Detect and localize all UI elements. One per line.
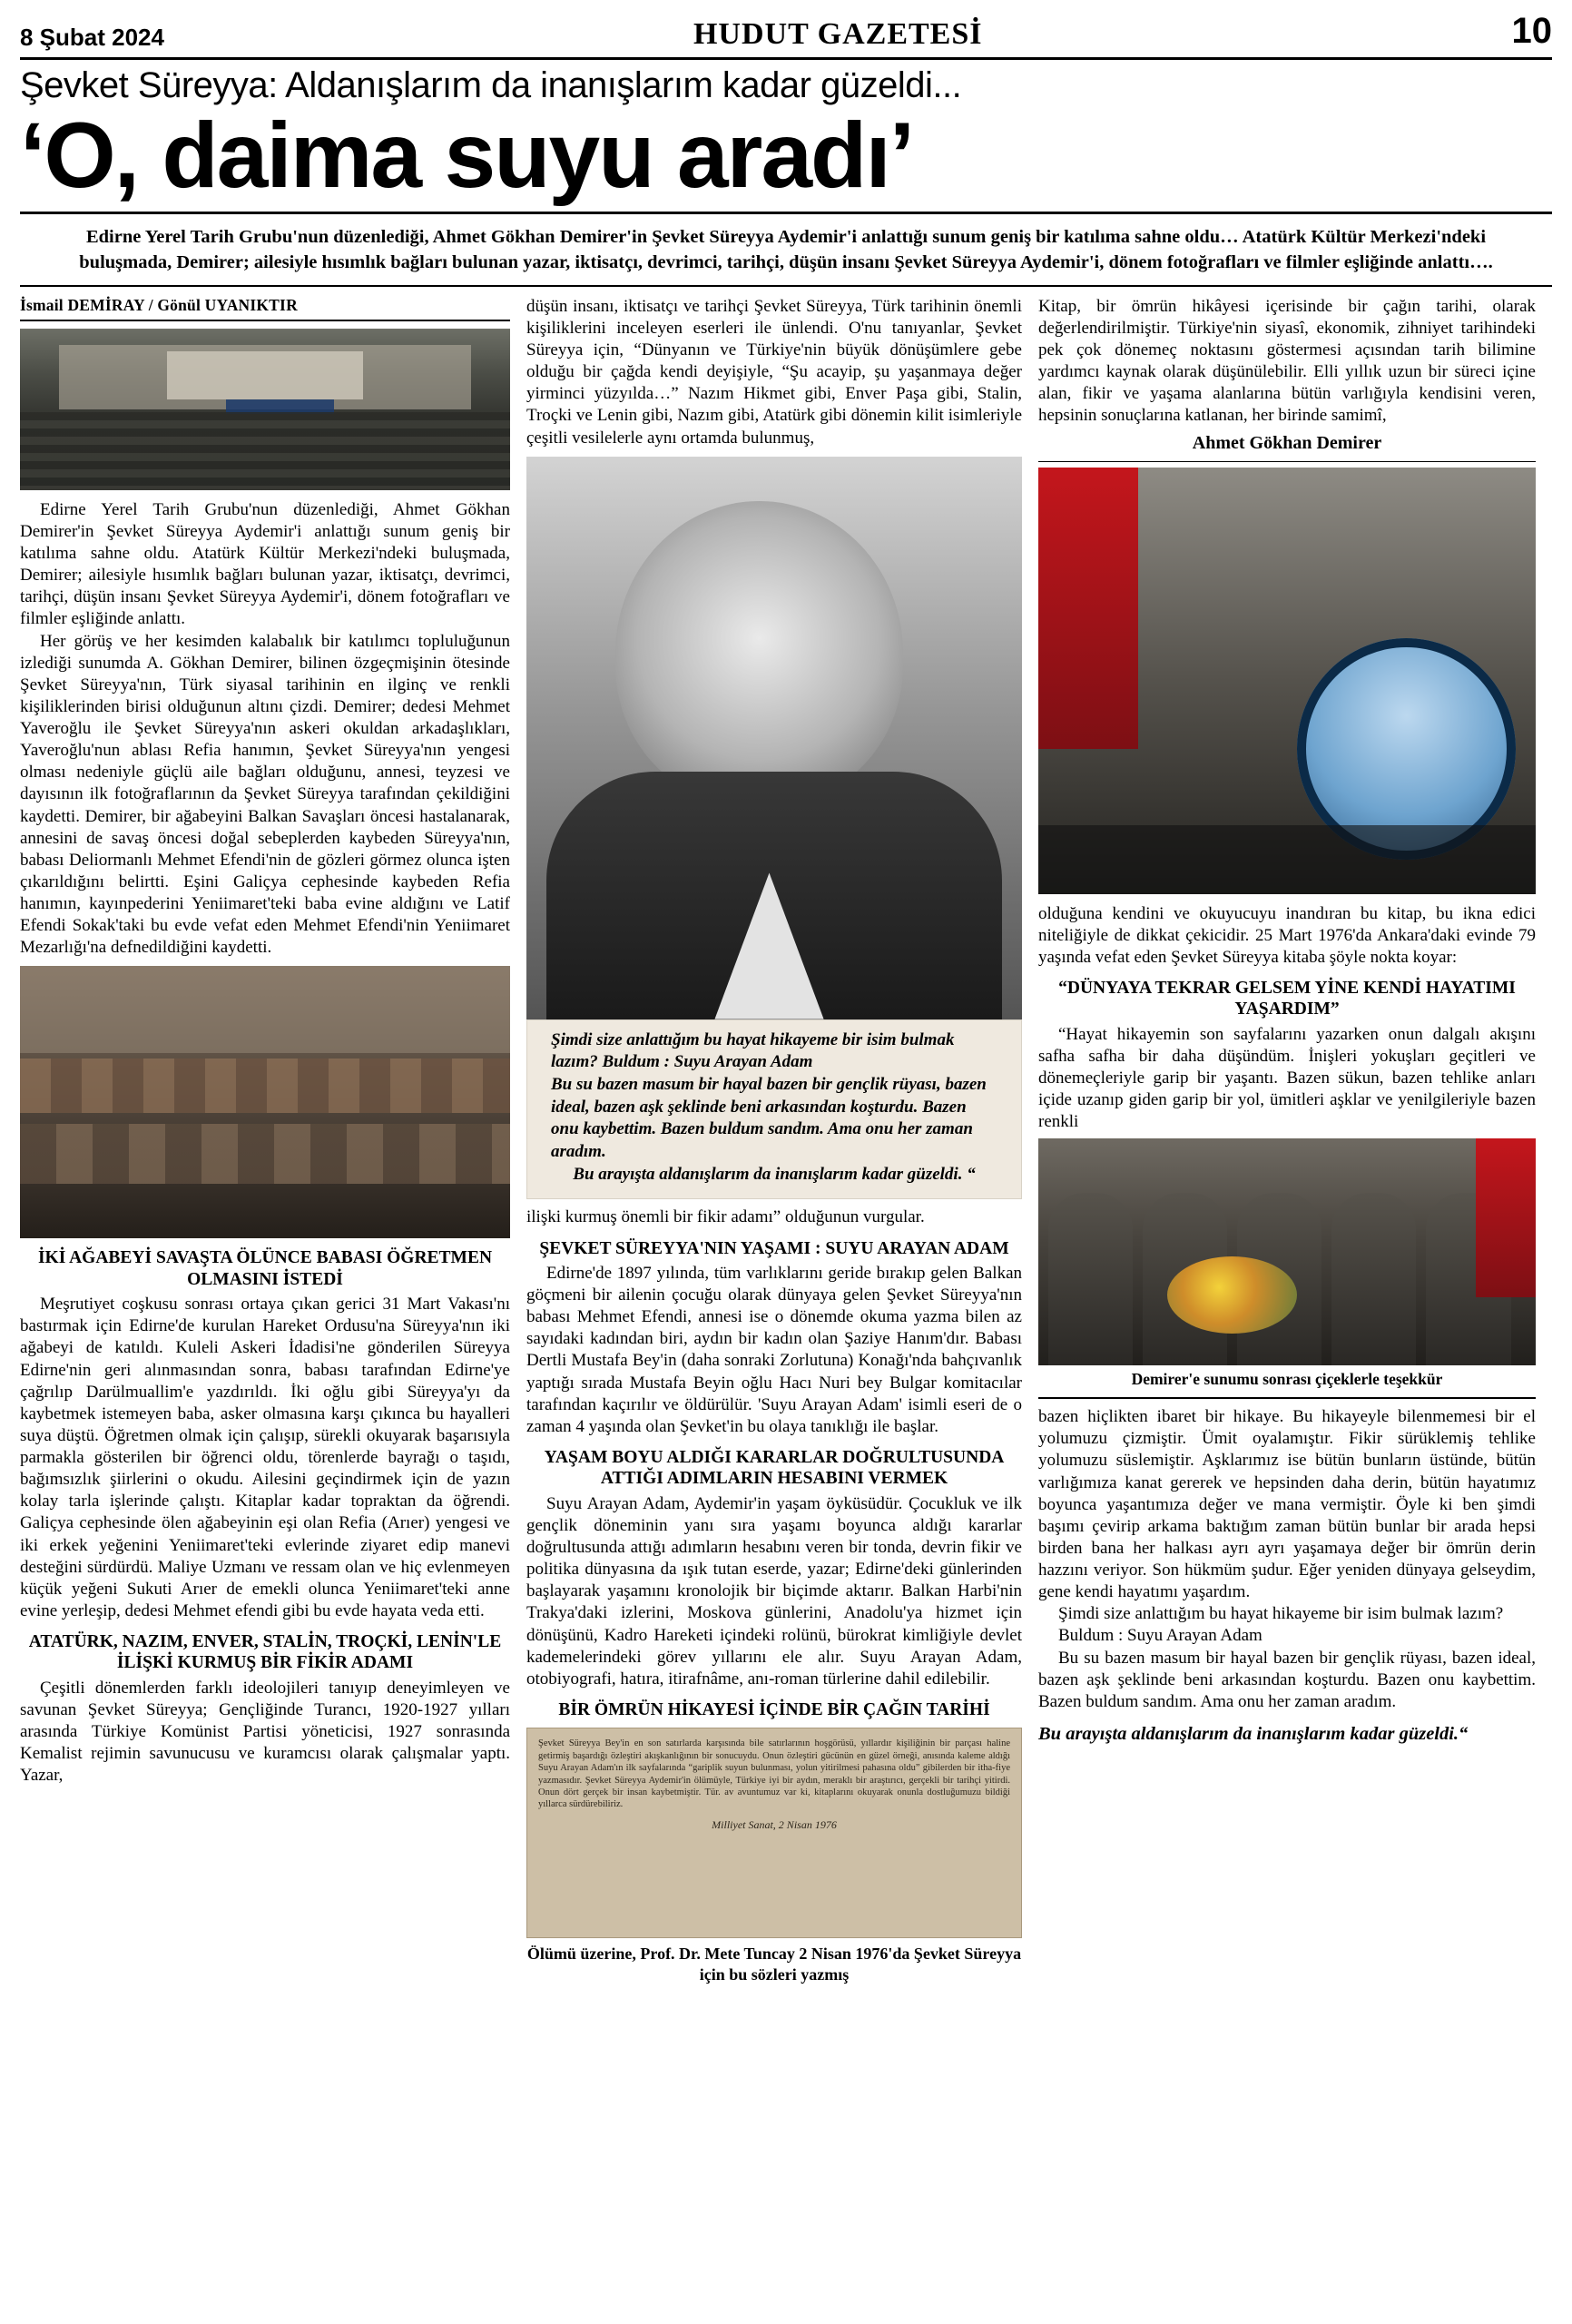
rule: [1038, 461, 1536, 462]
paragraph: Çeşitli dönemlerden farklı ideolojileri tanıyıp deneyimleyen ve savunan Şevket Süreyya; Gençliğinde Turancı, 1920-1927 yılları arasında Türkiye Komünist Partisi yöneticisi, 1927 sonrasında Kemalist rejimin savunucusu ve kuramcısı olarak çalışmalar yaptı. Yazar,: [20, 1678, 510, 1786]
pull-quote-line-3: Bu arayışta aldanışlarım da inanışlarım kadar güzeldi. “: [573, 1164, 976, 1184]
group-photo-caption: Demirer'e sunumu sonrası çiçeklerle teşekkür: [1038, 1365, 1536, 1399]
subheading: “DÜNYAYA TEKRAR GELSEM YİNE KENDİ HAYATIMI YAŞARDIM”: [1058, 978, 1516, 1019]
sevket-sureyya-portrait: [526, 457, 1022, 1019]
byline: İsmail DEMİRAY / Gönül UYANIKTIR: [20, 296, 510, 321]
audience-photo: [20, 966, 510, 1238]
subheading: ATATÜRK, NAZIM, ENVER, STALİN, TROÇKİ, LENİN'LE İLİŞKİ KURMUŞ BİR FİKİR ADAMI: [28, 1632, 502, 1673]
page-number: 10: [1511, 11, 1552, 51]
clipping-text: Şevket Süreyya Bey'in en son satırlarda karşısında bile satırlarının hoşgörüsü, yıllardır kişiliğinin bir parçası haline getirmiş başardığı özleştiri akışkanlığının bir sonucuydu. Onun özleştiri gücünün en güzel örneği, anısında kaleme aldığı Suyu Arayan Adam'ın ilk sayfalarında “gariplik suyun bulunması, yolun yitirilmesi pahasına oldu” gibilerden bir itha-fiye yazmasıdır. Şevket Süreyya Aydemir'in ölümüyle, Türkiye iyi bir aydın, meraklı bir araştırıcı, gerçekli bir tarihçi yitirdi. Onun dört gerçek bir insan kaybetmiştir. Tür. av avuntumuz var ki, kitaplarını okuyarak onunla dostluğumuzu bildiği yıllarca sürdürebiliriz.: [538, 1738, 1010, 1810]
paragraph: Her görüş ve her kesimden kalabalık bir katılımcı topluluğunun izlediği sunumda A. Gökhan Demirer, bilinen özgeçmişinin ötesinde Şevket Süreyya'nın, Türk siyasal tarihinin en ilginç ve renkli kişiliklerinden birisi olduğunun altını çizdi. Demirer; dedesi Mehmet Yaveroğlu ile Şevket Süreyya'nın askeri okuldan arkadaşlıkları, Yaveroğlu'nun ablası Refia hanımın, Şevket Süreyya'nın yengesi olması nedeniyle güçlü aile bağları olduğunu, annesi, teyzesi ve dayısının ilk fotoğraflarının da Şevket Süreyya tarafından çekildiğini kaydetti. Demirer, bir ağabeyini Balkan Savaşları öncesi hastalanarak, annesini de savaş öncesi doğal sebeplerden kaybeden Süreyya'nın, babası Deliormanlı Mehmet Efendi'nin de gözleri görmez olunca işten çıkarıldığını belirtti. Eşini Galiçya cephesinde kaybeden Refia hanımın, kayınpederini Yeniimaret'teki baba evine aldığını ve Latif Efendi Sokak'taki bu evde vefat eden Mehmet Efendi'nin Yeniimaret Mezarlığı'na defnedildiğini kaydetti.: [20, 631, 510, 958]
pull-quote-line-2: Bu su bazen masum bir hayal bazen bir gençlik rüyası, bazen ideal, bazen aşk şeklinde beni arkasından koşturdu. Bazen onu kaybettim. Bazen buldum sandım. Ama onu her zaman aradım.: [551, 1075, 987, 1162]
masthead-date: 8 Şubat 2024: [20, 24, 164, 51]
column-3: [1038, 296, 1536, 1985]
pull-quote: [526, 1019, 1022, 1200]
subheading: YAŞAM BOYU ALDIĞI KARARLAR DOĞRULTUSUNDA ATTIĞI ADIMLARIN HESABINI VERMEK: [544, 1447, 1005, 1489]
paragraph: Bu su bazen masum bir hayal bazen bir gençlik rüyası, bazen ideal, bazen aşk şeklinde beni arkasından koşturdu. Bazen onu kaybettim. Bazen buldum sandım. Ama onu her zaman aradım.: [1038, 1648, 1536, 1711]
article-columns: [20, 296, 1552, 1985]
speaker-name-plate: Ahmet Gökhan Demirer: [1192, 432, 1382, 453]
paragraph: Kitap, bir ömrün hikâyesi içerisinde bir çağın tarihi, olarak değerlendirilmiştir. Türkiye'nin siyasî, ekonomik, zihniyet tarihindeki pek çok dönemeç noktasını göstermesi açısından tarih bilimine yardımcı kaynak olarak düşünülebilir. Elli yıllık uzun bir süreci içine alan, fikir ve yaşama alanlarına bütün varlığıyla kendisini veren, hepsinin sonuçlarına katlanan, her birinde samimî,: [1038, 296, 1536, 426]
headline-standfirst: Edirne Yerel Tarih Grubu'nun düzenlediği, Ahmet Gökhan Demirer'in Şevket Süreyya Aydemir'i anlattığı sunum geniş bir katılıma sahne oldu… Atatürk Kültür Merkezi'ndeki buluşmada, Demirer; ailesiyle hısımlık bağları bulunan yazar, iktisatçı, devrimci, tarihçi, düşün insanı Şevket Süreyya Aydemir'i, dönem fotoğrafları ve filmler eşliğinde anlattı….: [20, 214, 1552, 287]
subheading: İKİ AĞABEYİ SAVAŞTA ÖLÜNCE BABASI ÖĞRETMEN OLMASINI İSTEDİ: [37, 1248, 493, 1289]
paragraph: Edirne'de 1897 yılında, tüm varlıklarını geride bırakıp gelen Balkan göçmeni bir ailenin çocuğu olarak dünyaya gelen Şevket Süreyya'nın babası Mehmet Efendi, annesi ise o dönemde okuma yazma bilen az sayıdaki kadından biri, aydın bir kadın olan Şaziye Hanım'dır. Babası Dertli Mustafa Bey'in (daha sonraki Zorlutuna) Konağı'nda bahçıvanlık yaptığı sırada Mustafa Beyin oğlu Hacı Nuri bey Bulgar komitacılar tarafından kaçırılır ve öldürülür. 'Suyu Arayan Adam' isimli eseri de o zaman 4 yaşında olan Şevket'in bu olaya tanıklığı ile başlar.: [526, 1263, 1022, 1436]
paragraph: Edirne Yerel Tarih Grubu'nun düzenlediği, Ahmet Gökhan Demirer'in Şevket Süreyya Aydemir'i anlattığı sunum geniş bir katılıma sahne oldu. Atatürk Kültür Merkezi'ndeki buluşmada, Demirer; ailesiyle hısımlık bağları bulunan yazar, iktisatçı, devrimci, tarihçi, düşün insanı Şevket Süreyya Aydemir'i, dönem fotoğrafları ve filmler eşliğinde anlattı.: [20, 499, 510, 629]
masthead: [20, 11, 1552, 60]
paragraph: olduğuna kendini ve okuyucuyu inandıran bu kitap, bu ikna edici niteliğiyle de dikkat çekicidir. 25 Mart 1976'da Ankara'daki evinde 79 yaşında vefat eden Şevket Süreyya kitaba şöyle nokta koyar:: [1038, 903, 1536, 967]
paragraph: Şimdi size anlattığım bu hayat hikayeme bir isim bulmak lazım?: [1058, 1604, 1504, 1624]
masthead-title: HUDUT GAZETESİ: [693, 17, 983, 51]
newspaper-clipping-image: [526, 1728, 1022, 1938]
thanks-ceremony-photo: [1038, 1138, 1536, 1365]
paragraph: Buldum : Suyu Arayan Adam: [1058, 1626, 1263, 1646]
column-1: [20, 296, 510, 1985]
paragraph: bazen hiçlikten ibaret bir hikaye. Bu hikayeyle bilenmemesi bir el yolumuzu çizmiştir. Ümit oyalamıştır. Fikir sürüklemiş tehlike yolumuzu süslemiştir. Aşklarımız ise bütün bunların üstünde, bütün varlığımıza kanat gererek ve hepsinden daha derin, bütün hayatımız boyunca yaşantımıza değer ve mana vermiştir. Öyle ki ben şimdi başımı çevirip arkama baktığım zaman bütün bunlar bir arada hepsi birden bana her halkası ayrı ayrı yaşamaya değer bir ömrün derin hazzını veriyor. Son hükmüm şudur. Eğer yeniden dünyaya gelseydim, gene kendi hayatımı yaşardım.: [1038, 1407, 1536, 1602]
speaker-podium-photo: [1038, 468, 1536, 894]
headline-main: ‘O, daima suyu aradı’: [20, 108, 1552, 214]
clipping-source: Milliyet Sanat, 2 Nisan 1976: [712, 1817, 837, 1831]
column-2: [526, 296, 1022, 1985]
clipping-caption: Ölümü üzerine, Prof. Dr. Mete Tuncay 2 Nisan 1976'da Şevket Süreyya için bu sözleri yazmış: [526, 1945, 1022, 1984]
paragraph: “Hayat hikayemin son sayfalarını yazarken onun dalgalı akışını safha safha bir daha düşündüm. İnişleri yokuşları geçitleri ve dönemeçleriyle garip bir yaşantı. Bazen sükun, bazen tehlike anları içide uzanıp giden garip bir yol, ümitleri aşklar ve yenilgileriyle bazen renkli: [1038, 1024, 1536, 1132]
conference-hall-photo: [20, 329, 510, 490]
pull-quote-line-1: Şimdi size anlattığım bu hayat hikayeme bir isim bulmak lazım? Buldum : Suyu Arayan Adam: [551, 1029, 955, 1072]
subheading: BİR ÖMRÜN HİKAYESİ İÇİNDE BİR ÇAĞIN TARİHİ: [558, 1699, 990, 1719]
paragraph: düşün insanı, iktisatçı ve tarihçi Şevket Süreyya, Türk tarihinin önemli kişiliklerini inceleyen eserleri ile ünlendi. O'nu tanıyanlar, Şevket Süreyya için, “Dünyanın ve Türkiye'nin büyük dönüşümlere gebe olduğu bir çağda kendi deyişiyle, “Şu acayip, şu yaşanmaya değer yirminci yüzyılda…” Nazım Hikmet gibi, Enver Paşa gibi, Stalin, Troçki ve Lenin gibi, Nazım gibi, Atatürk gibi dönemin kilit isimleriyle çeşitli vesilelerle aynı ortamda bulunmuş,: [526, 296, 1022, 448]
headline-kicker: Şevket Süreyya: Aldanışlarım da inanışlarım kadar güzeldi...: [20, 65, 962, 105]
subheading: ŞEVKET SÜREYYA'NIN YAŞAMI : SUYU ARAYAN ADAM: [539, 1238, 1009, 1258]
paragraph: Suyu Arayan Adam, Aydemir'in yaşam öyküsüdür. Çocukluk ve ilk gençlik döneminin yanı sıra yaşamı boyunca aldığı kararlar doğrultusunda attığı adımların hesabını veren bir tonda, devrin fikir ve politika dünyasına da ışık tutan eserde, yazar; Edirne'deki günlerinden başlayarak yaşamını kronolojik bir biçimde aktarır. Balkan Harbi'nin Trakya'daki izlerini, Moskova günlerini, Anadolu'ya hizmet için dönüşünü, Kadro Hareketi içindeki rolünü, bürokrat kimliğiyle devlet kademelerindeki görev yıllarını ele alır. Suyu Arayan Adam, otobiyografi, hatıra, itirafnâme, anı-roman türlerine dahil edilebilir.: [526, 1493, 1022, 1689]
closing-quote: Bu arayışta aldanışlarım da inanışlarım kadar güzeldi.“: [1038, 1723, 1469, 1744]
paragraph: ilişki kurmuş önemli bir fikir adamı” olduğunun vurgular.: [526, 1207, 925, 1227]
paragraph: Meşrutiyet coşkusu sonrası ortaya çıkan gerici 31 Mart Vakası'nı bastırmak için Edirne'de kurulan Hareket Ordusu'na Süreyya'nın iki ağabeyi de katıldı. Kuleli Askeri İdadisi'ne gönderilen Süreyya Edirne'nin geri alınmasından sonra, babası tarafından Edirne'ye çağrılıp Darülmuallim'e yazdırıldı. İki oğlu gibi Süreyya'yı da kaybetmek istemeyen baba, asker olmasına karşı çıkınca bu hayalleri suya düştü. Öğretmen olmak için çalışıp, sürekli okuyarak başarısıyla parmakla gösterilen bir öğrenci oldu, törenlerde bayrağı o taşıdı, bağımsızlık şiirlerini o okudu. Ailesini geçindirmek için de yazın kolay tarla işlerinde çalıştı. Kitaplar kadar topraktan da öğrendi. Galiçya cephesinde ölen ağabeyinin eşi olan Refia (Arıer) yengesi ve iki erkek yeğenini Yeniimaret'teki evlerinde ziyaret edip manevi desteğini sürdürdü. Maliye Uzmanı ve ressam olan ve hiç evlenmeyen küçük yeğeni Sukuti Arıer de emekli olunca Yeniimaret'teki anne evine yerleşip, dedesi Mehmet efendi gibi bu evde hayata veda etti.: [20, 1295, 510, 1620]
